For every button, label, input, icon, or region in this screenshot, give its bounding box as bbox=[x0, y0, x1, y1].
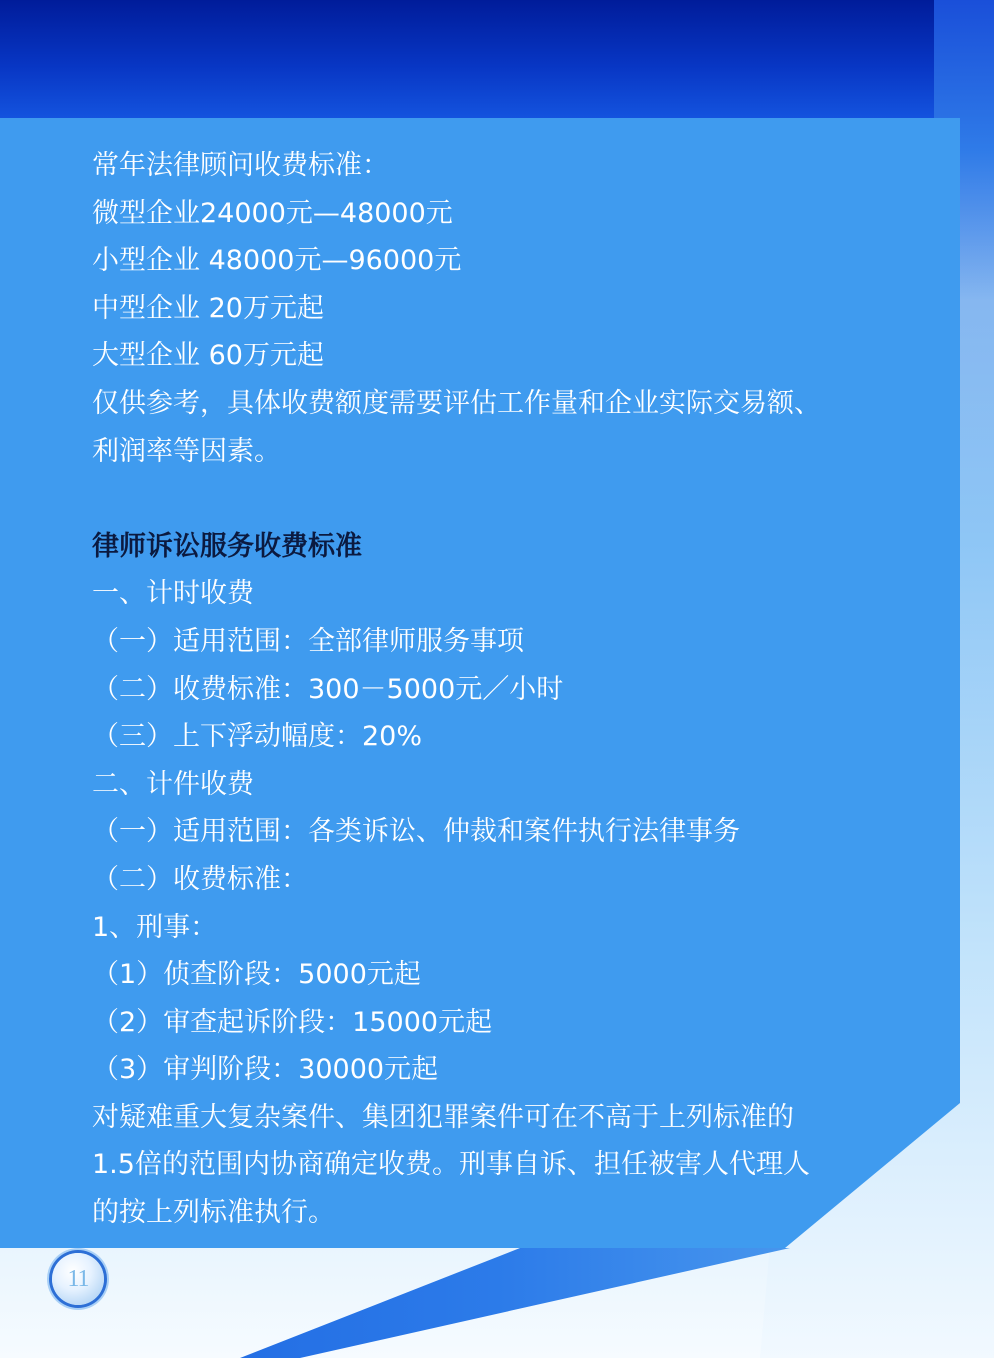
page-number-badge bbox=[52, 1253, 104, 1305]
criminal-stage-prosecution: （2）审查起诉阶段：15000元起 bbox=[92, 1006, 493, 1038]
page-number: 11 bbox=[67, 1265, 89, 1292]
page-content bbox=[92, 142, 852, 1237]
criminal-title: 1、刑事： bbox=[92, 911, 218, 943]
retainer-line-small: 小型企业 48000元—96000元 bbox=[92, 245, 462, 277]
litigation-heading: 律师诉讼服务收费标准 bbox=[92, 530, 362, 562]
criminal-stage-trial: （3）审判阶段：30000元起 bbox=[92, 1054, 439, 1086]
hourly-scope: （一）适用范围：全部律师服务事项 bbox=[92, 625, 524, 657]
retainer-line-large: 大型企业 60万元起 bbox=[92, 340, 324, 372]
retainer-title: 常年法律顾问收费标准： bbox=[92, 150, 389, 181]
section-spacer bbox=[92, 475, 852, 523]
retainer-line-medium: 中型企业 20万元起 bbox=[92, 292, 324, 324]
header-band bbox=[0, 0, 994, 120]
per-case-standard: （二）收费标准： bbox=[92, 863, 308, 895]
hourly-rate: （二）收费标准：300－5000元／小时 bbox=[92, 673, 564, 705]
hourly-title: 一、计时收费 bbox=[92, 578, 254, 610]
per-case-title: 二、计件收费 bbox=[92, 768, 254, 800]
per-case-scope: （一）适用范围：各类诉讼、仲裁和案件执行法律事务 bbox=[92, 816, 740, 848]
criminal-stage-investigation: （1）侦查阶段：5000元起 bbox=[92, 959, 421, 991]
retainer-note: 仅供参考，具体收费额度需要评估工作量和企业实际交易额、利润率等因素。 bbox=[92, 387, 821, 467]
criminal-note: 对疑难重大复杂案件、集团犯罪案件可在不高于上列标准的1.5倍的范围内协商确定收费。刑事自诉、担任被害人代理人的按上列标准执行。 bbox=[92, 1101, 810, 1229]
retainer-line-micro: 微型企业24000元—48000元 bbox=[92, 197, 453, 229]
hourly-range: （三）上下浮动幅度：20% bbox=[92, 721, 423, 753]
